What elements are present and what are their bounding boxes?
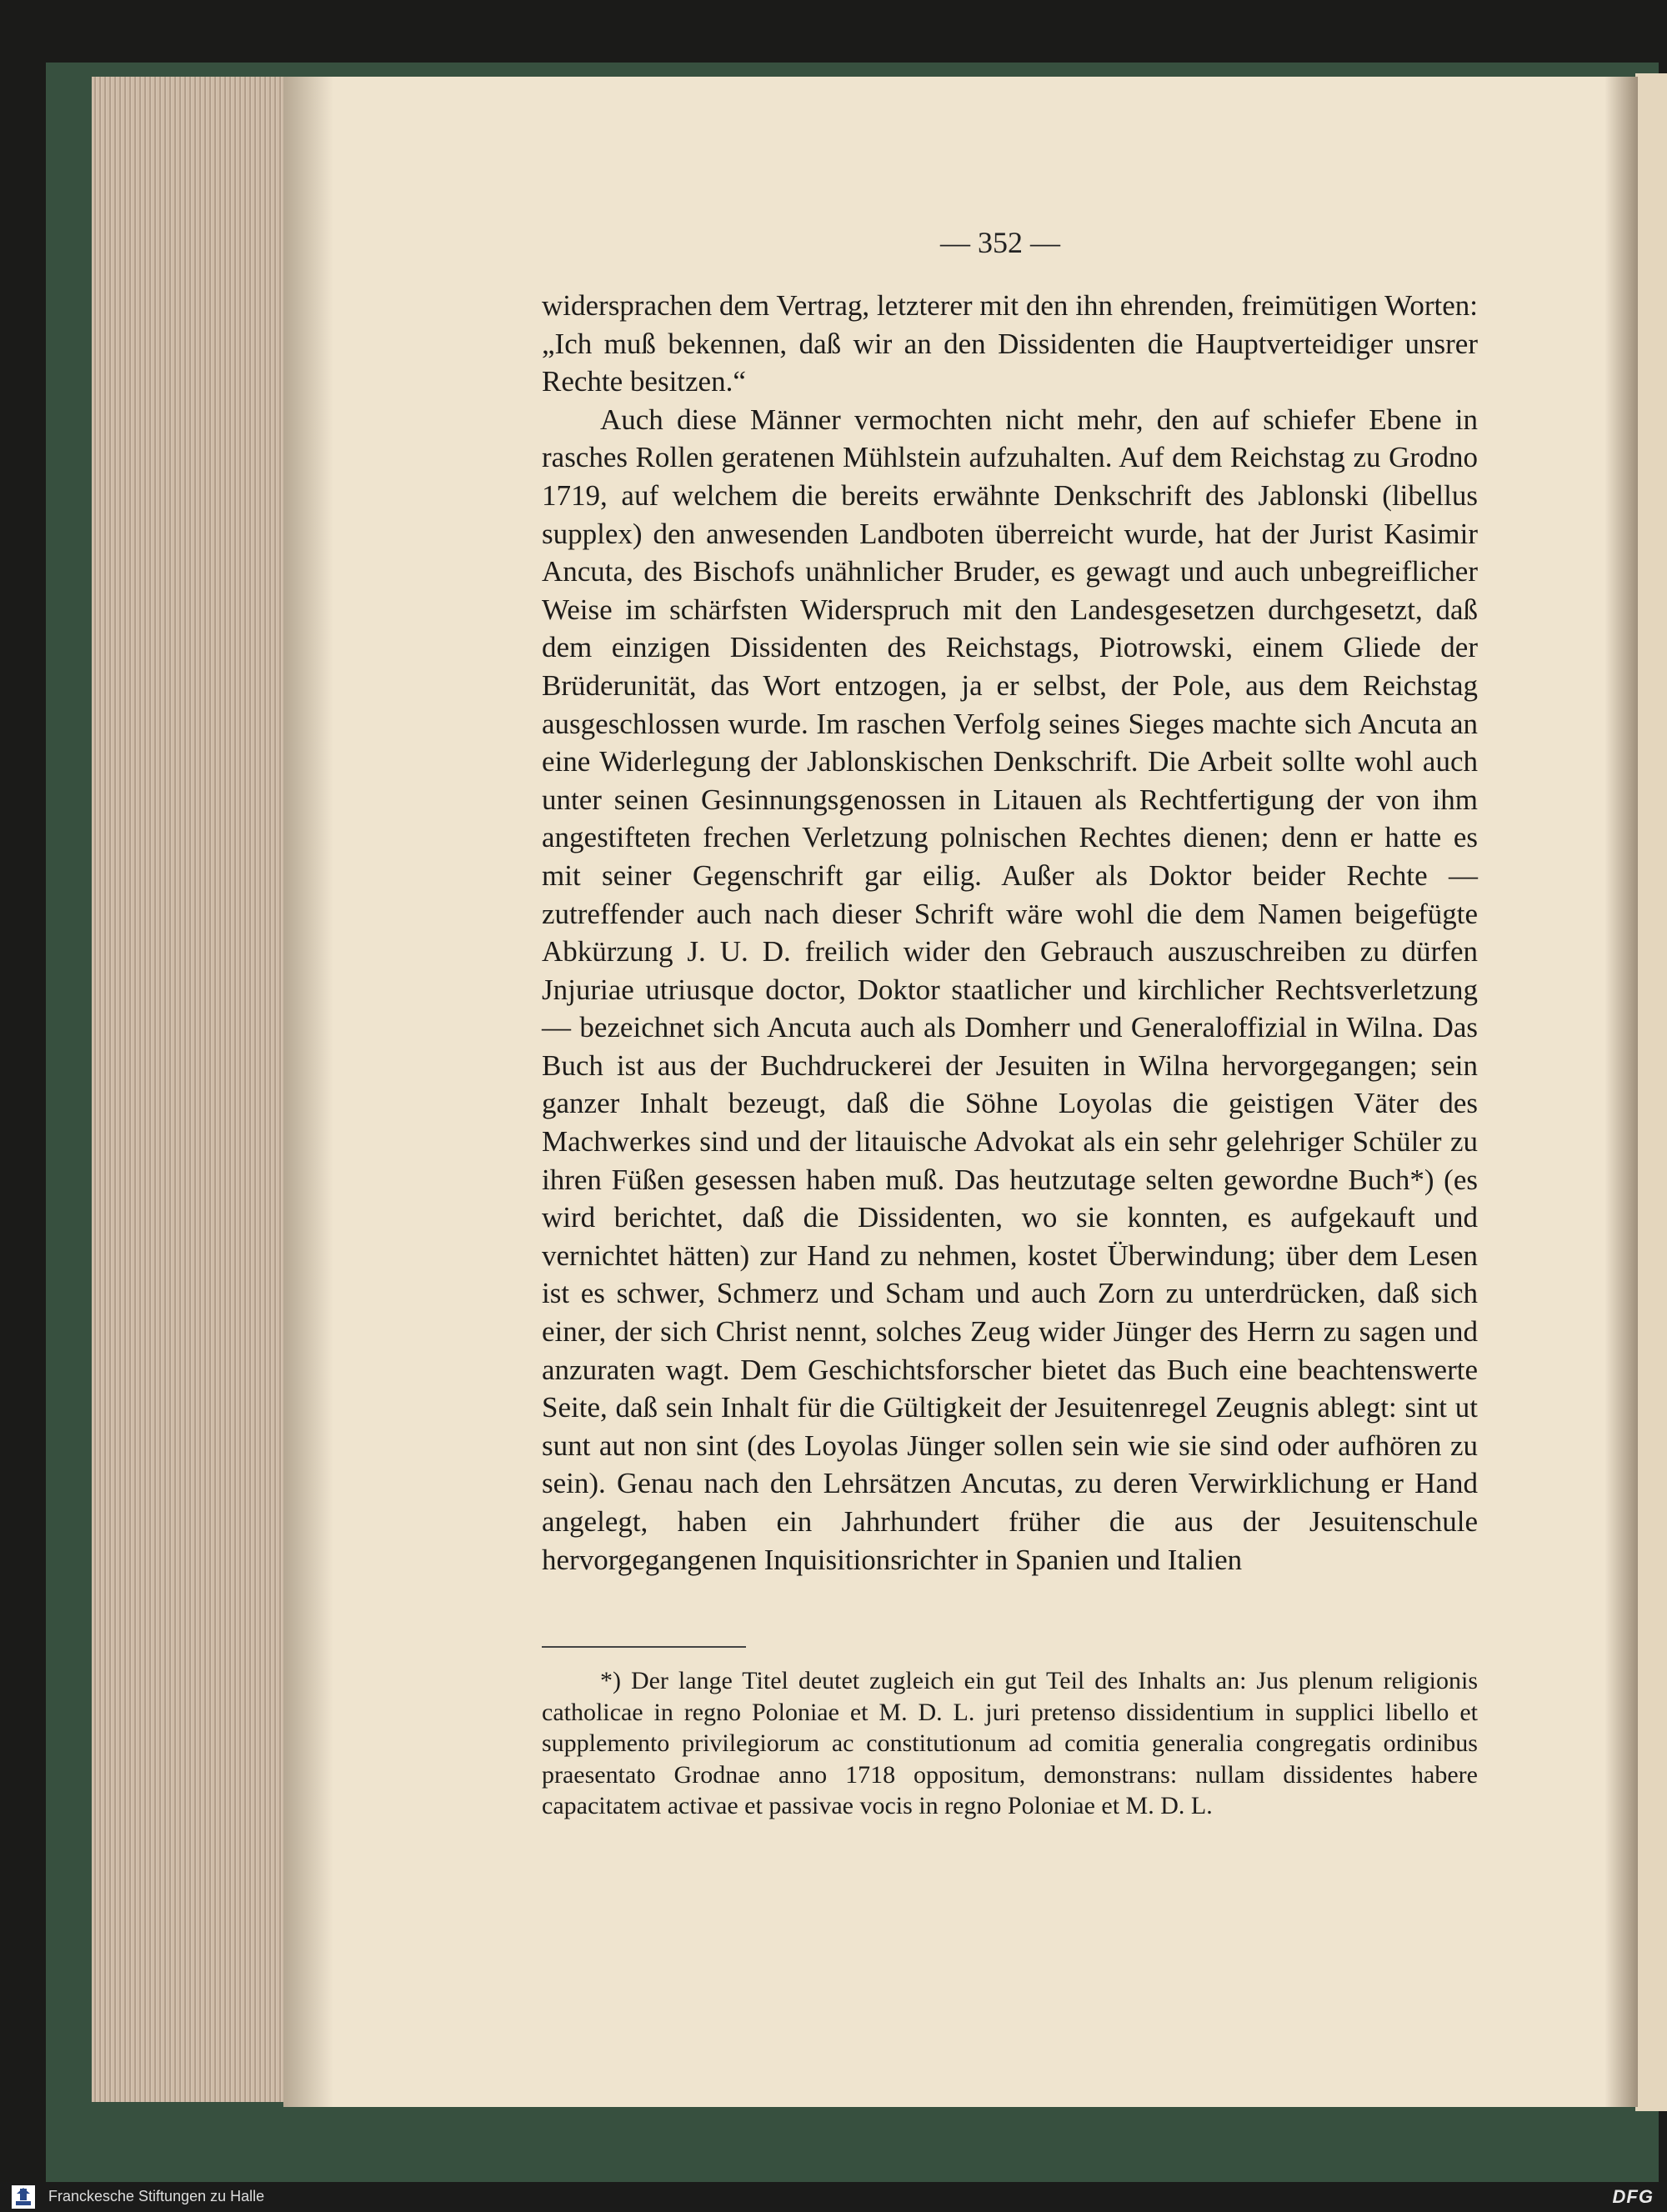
page-number: — 352 — [940,226,1060,259]
facing-page-edge [1635,73,1667,2111]
page-stack-edges [92,77,292,2102]
footnote: *) Der lange Titel deutet zugleich ein gut Teil des Inhalts an: Jus plenum religionis catholicae in regno Poloniae et M. D. L. juri pretenso dissidentium in supplici libello et supplemento privilegiorum ac constitutionum ad comitia generalia congregatis ordinibus praesentato Grodnae anno 1718 oppositum, demonstrans: nullam dissidentes habere capacitatem activae et passivae vocis in regno Poloniae et M. D. L. [542,1667,1478,1819]
footnote-divider [542,1646,746,1648]
paragraph: Auch diese Männer vermochten nicht mehr, den auf schiefer Ebene in rasches Rollen geratenen Mühlstein aufzuhalten. Auf dem Reichstag zu Grodno 1719, auf welchem die bereits erwähnte Denkschrift des Jablonski (libellus supplex) den anwesenden Landboten überreicht wurde, hat der Jurist Kasimir Ancuta, des Bischofs unähnlicher Bruder, es gewagt und auch unbegreiflicher Weise im schärfsten Widerspruch mit den Landesgesetzen durchgesetzt, daß dem einzigen Dissidenten des Reichstags, Piotrowski, einem Gliede der Brüderunität, das Wort entzogen, ja er selbst, der Pole, aus dem Reichstag ausgeschlossen wurde. Im raschen Verfolg seines Sieges machte sich Ancuta an eine Widerlegung der Jablonskischen Denkschrift. Die Arbeit sollte wohl auch unter seinen Gesinnungsgenossen in Litauen als Rechtfertigung der von ihm angestifteten frechen Verletzung polnischen Rechtes dienen; denn er hatte es mit seiner Gegenschrift gar eilig. Außer als Doktor beider Rechte — zutreffender auch nach dieser Schrift wäre wohl die dem Namen beigefügte Abkürzung J. U. D. freilich wider den Gebrauch auszuschreiben zu dürfen Jnjuriae utriusque doctor, Doktor staatlicher und kirchlicher Rechtsverletzung — bezeichnet sich Ancuta auch als Domherr und Generaloffizial in Wilna. Das Buch ist aus der Buchdruckerei der Jesuiten in Wilna hervorgegangen; sein ganzer Inhalt bezeugt, daß die Söhne Loyolas die geistigen Väter des Machwerkes sind und der litauische Advokat als ein sehr gelehriger Schüler zu ihren Füßen gesessen haben muß. Das heutzutage selten gewordne Buch*) (es wird berichtet, daß die Dissidenten, wo sie konnten, es aufgekauft und vernichtet hätten) zur Hand zu nehmen, kostet Überwindung; über dem Lesen ist es schwer, Schmerz und Scham und auch Zorn zu unterdrücken, daß sich einer, der sich Christ nennt, solches Zeug wider Jünger des Herrn zu sagen und anzuraten wagt. Dem Geschichtsforscher bietet das Buch eine beachtenswerte Seite, daß sein Inhalt für die Gültigkeit der Jesuitenregel Zeugnis ablegt: sint ut sunt aut non sint (des Loyolas Jünger sollen sein wie sie sind oder aufhören zu sein). Genau nach den Lehrsätzen Ancutas, zu deren Verwirklichung er Hand angelegt, haben ein Jahrhundert früher die aus der Jesuitenschule hervorgegangenen Inquisitionsrichter in Spanien und Italien [542,403,1478,1576]
institution-name: Franckesche Stiftungen zu Halle [48,2188,265,2204]
viewer-footer [0,2182,1667,2212]
body-text [542,287,1478,1579]
dfg-logo: DFG [1612,2186,1654,2207]
institution-logo-icon [12,2185,35,2209]
paragraph: widersprachen dem Vertrag, letzterer mit den ihn ehrenden, freimütigen Worten: „Ich muß bekennen, daß wir an den Dissidenten die Hauptverteidiger unsrer Rechte besitzen.“ [542,289,1478,398]
